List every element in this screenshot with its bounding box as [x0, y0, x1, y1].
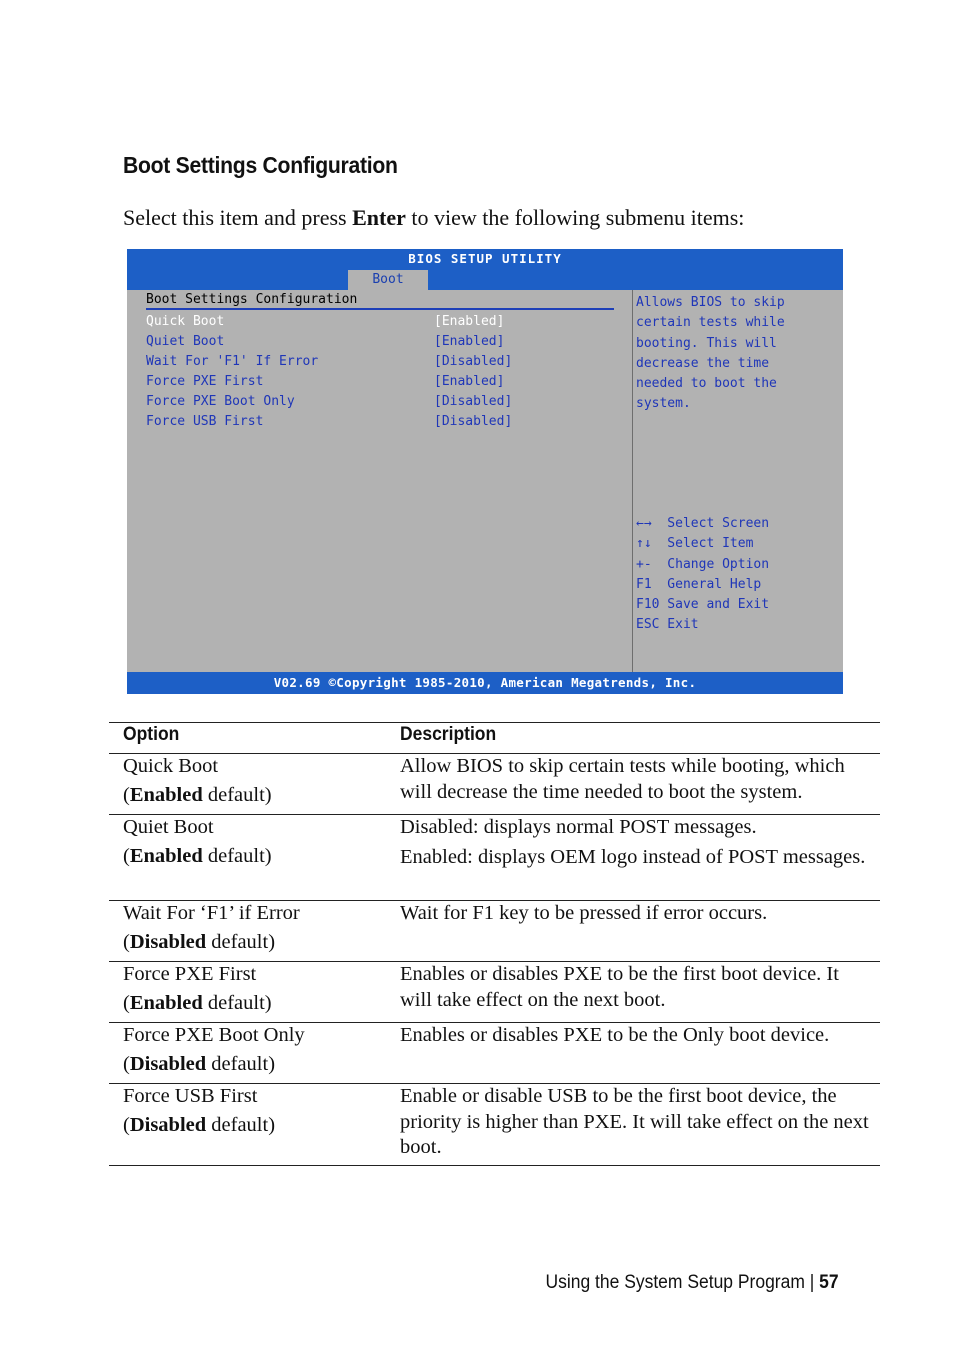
table-row-default: (Disabled default): [123, 931, 276, 953]
table-row-option: Quiet Boot: [123, 816, 214, 838]
table-row-option: Force PXE First: [123, 963, 257, 985]
table-row-default: (Enabled default): [123, 845, 272, 867]
table-row-description: Enables or disables PXE to be the Only boot device.: [400, 1024, 830, 1046]
bios-item-force-pxe-first[interactable]: Force PXE First: [146, 374, 264, 389]
table-top-rule: [109, 722, 880, 723]
bios-value-force-pxe-first[interactable]: [Enabled]: [434, 374, 505, 389]
bios-title: BIOS SETUP UTILITY: [408, 251, 562, 266]
table-row-option: Force USB First: [123, 1085, 258, 1107]
help-line: Allows BIOS to skip: [636, 295, 785, 310]
bios-value-wait-f1[interactable]: [Disabled]: [434, 354, 513, 369]
bios-item-force-pxe-only[interactable]: Force PXE Boot Only: [146, 394, 295, 409]
key-legend-item: +- Change Option: [636, 556, 770, 572]
table-row-description: Disabled: displays normal POST messages.: [400, 816, 757, 838]
table-row-default: (Disabled default): [123, 1053, 276, 1075]
intro-before: Select this item and press: [123, 205, 353, 230]
bios-section-title: Boot Settings Configuration: [146, 292, 614, 310]
bios-value-force-pxe-only[interactable]: [Disabled]: [434, 394, 513, 409]
bios-copyright-bar: V02.69 ©Copyright 1985-2010, American Megatrends, Inc.: [127, 672, 843, 694]
key-legend-item: ESC Exit: [636, 617, 699, 633]
help-line: needed to boot the: [636, 376, 777, 392]
bios-item-quiet-boot[interactable]: Quiet Boot: [146, 334, 225, 349]
bios-item-wait-f1[interactable]: Wait For 'F1' If Error: [146, 354, 319, 369]
help-line: booting. This will: [636, 335, 777, 351]
bios-item-quick-boot[interactable]: Quick Boot: [146, 314, 225, 329]
table-row-default: (Disabled default): [123, 1114, 276, 1136]
section-heading: Boot Settings Configuration: [123, 152, 398, 178]
key-legend-item: F10 Save and Exit: [636, 597, 770, 613]
table-header-option: Option: [123, 724, 180, 745]
table-row-description: Allow BIOS to skip certain tests while booting, which will decrease the time needed to boot the system.: [400, 755, 845, 803]
bios-key-legend: [636, 514, 769, 636]
bios-item-force-usb-first[interactable]: Force USB First: [146, 414, 264, 429]
intro-after: to view the following submenu items:: [405, 205, 745, 230]
bios-value-quiet-boot[interactable]: [Enabled]: [434, 334, 505, 349]
table-row-description: Wait for F1 key to be pressed if error occurs.: [400, 902, 768, 924]
table-row-default: (Enabled default): [123, 992, 272, 1014]
help-line: system.: [636, 396, 691, 412]
table-row-description: Enabled: displays OEM logo instead of POST messages.: [400, 846, 866, 868]
table-header-description: Description: [400, 724, 497, 745]
bios-value-force-usb-first[interactable]: [Disabled]: [434, 414, 513, 429]
key-legend-item: ←→ Select Screen: [636, 516, 770, 531]
footer-title: Using the System Setup Program: [545, 1272, 806, 1293]
bios-header-bar: [127, 249, 843, 290]
bios-help-text: [636, 293, 836, 415]
bios-screenshot: [127, 249, 843, 694]
table-row-option: Force PXE Boot Only: [123, 1024, 305, 1046]
footer-separator: |: [805, 1272, 820, 1293]
bios-tab-boot[interactable]: Boot: [348, 270, 428, 290]
key-legend-item: F1 General Help: [636, 576, 762, 592]
intro-key: Enter: [352, 205, 406, 230]
bios-value-quick-boot[interactable]: [Enabled]: [434, 314, 505, 329]
key-legend-item: ↑↓ Select Item: [636, 536, 754, 552]
table-row-option: Wait For ‘F1’ if Error: [123, 902, 300, 924]
page-number: 57: [819, 1272, 839, 1293]
intro-text: [123, 205, 744, 231]
page-footer: [546, 1272, 839, 1294]
table-bottom-rule: [109, 1165, 880, 1166]
bios-settings-panel: [127, 290, 633, 672]
table-row-description: Enables or disables PXE to be the first boot device. It will take effect on the next boot.: [400, 963, 839, 1011]
table-row-option: Quick Boot: [123, 755, 219, 777]
help-line: decrease the time: [636, 355, 770, 371]
help-line: certain tests while: [636, 315, 785, 331]
table-row-description: Enable or disable USB to be the first boot device, the priority is higher than PXE. It will take effect on the next boot.: [400, 1085, 869, 1158]
table-row-default: (Enabled default): [123, 784, 272, 806]
